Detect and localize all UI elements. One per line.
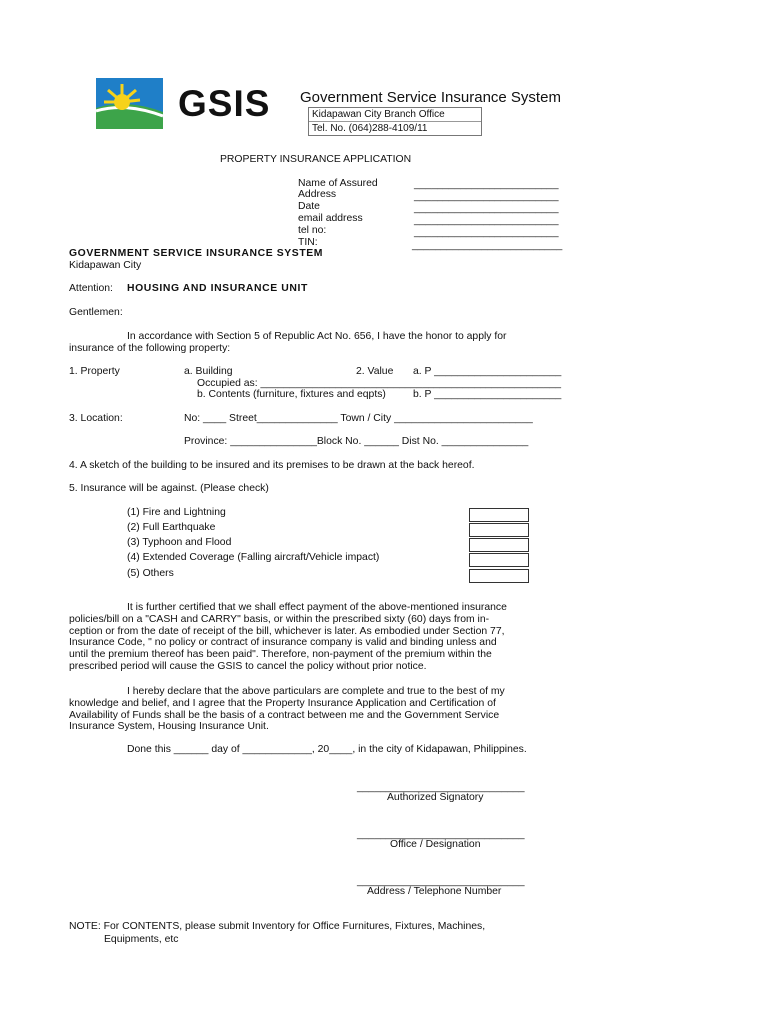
note-line: NOTE: For CONTENTS, please submit Inventory for Office Furnitures, Fixtures, Machines, xyxy=(69,921,486,932)
branch-info-box xyxy=(308,107,482,136)
item5-text: 5. Insurance will be against. (Please check) xyxy=(69,483,269,494)
property-contents: b. Contents (furniture, fixtures and eqpts) xyxy=(197,389,386,400)
salutation: Gentlemen: xyxy=(69,307,123,318)
gsis-logo xyxy=(96,78,163,129)
field-label: email address xyxy=(298,213,363,224)
coverage-checkbox[interactable] xyxy=(469,508,529,522)
coverage-option: (1) Fire and Lightning xyxy=(127,507,226,518)
paragraph-line: until the premium thereof has been paid". Therefore, non-payment of the premium within the xyxy=(69,649,492,661)
paragraph-line: Insurance Code, " no policy or contract of insurance company is valid and binding unless and xyxy=(69,637,497,649)
item4-text: 4. A sketch of the building to be insured and its premises to be drawn at the back hereof. xyxy=(69,460,475,471)
signature-line[interactable]: _____________________________ xyxy=(357,829,525,840)
field-label: Date xyxy=(298,201,320,212)
value-b-field[interactable]: b. P ______________________ xyxy=(413,389,562,400)
form-title: PROPERTY INSURANCE APPLICATION xyxy=(220,154,412,165)
done-line[interactable]: Done this ______ day of ____________, 20____, in the city of Kidapawan, Philippines. xyxy=(127,744,527,755)
signature-label: Office / Designation xyxy=(390,839,481,850)
field-label: Address xyxy=(298,189,337,200)
location-label: 3. Location: xyxy=(69,413,123,424)
signature-label: Authorized Signatory xyxy=(387,792,484,803)
branch-tel: Tel. No. (064)288-4109/11 xyxy=(312,123,428,134)
field-line[interactable]: _________________________ xyxy=(414,179,559,190)
note-line: Equipments, etc xyxy=(104,934,179,945)
addressee-city: Kidapawan City xyxy=(69,260,142,271)
field-line[interactable]: _________________________ xyxy=(414,215,559,226)
occupied-as-field[interactable]: Occupied as: ____________________________________________________ xyxy=(197,378,562,389)
payment-paragraph xyxy=(69,602,559,673)
field-line[interactable]: _________________________ xyxy=(414,191,559,202)
branch-office: Kidapawan City Branch Office xyxy=(309,108,481,122)
coverage-option: (3) Typhoon and Flood xyxy=(127,537,232,548)
paragraph-line: It is further certified that we shall effect payment of the above-mentioned insurance xyxy=(127,602,507,613)
intro-line: In accordance with Section 5 of Republic Act No. 656, I have the honor to apply for xyxy=(127,331,507,342)
coverage-checkbox[interactable] xyxy=(469,538,529,552)
signature-line[interactable]: _____________________________ xyxy=(357,876,525,887)
coverage-option: (5) Others xyxy=(127,568,174,579)
field-label: TIN: xyxy=(298,237,318,248)
attention-label: Attention: xyxy=(69,283,113,294)
property-building: a. Building xyxy=(184,366,233,377)
attention-value: HOUSING AND INSURANCE UNIT xyxy=(127,283,308,294)
paragraph-line: Insurance System, Housing Insurance Unit. xyxy=(69,721,269,733)
paragraph-line: policies/bill on a "CASH and CARRY" basis, or within the prescribed sixty (60) days from in- xyxy=(69,613,490,625)
paragraph-line: Availability of Funds shall be the basis of a contract between me and the Government Service xyxy=(69,709,500,721)
coverage-option: (2) Full Earthquake xyxy=(127,522,216,533)
coverage-checkbox[interactable] xyxy=(469,569,529,583)
paragraph-line: knowledge and belief, and I agree that the Property Insurance Application and Certification of xyxy=(69,697,496,709)
addressee-org: GOVERNMENT SERVICE INSURANCE SYSTEM xyxy=(69,248,324,259)
declaration-paragraph xyxy=(69,686,559,733)
coverage-checkbox[interactable] xyxy=(469,553,529,567)
paragraph-line: I hereby declare that the above particulars are complete and true to the best of my xyxy=(127,686,505,697)
paragraph-line: ception or from the date of receipt of the bill, whichever is later. As embodied under Section 77, xyxy=(69,625,505,637)
property-label: 1. Property xyxy=(69,366,120,377)
signature-label: Address / Telephone Number xyxy=(367,886,502,897)
location-line2[interactable]: Province: _______________Block No. ______ Dist No. _______________ xyxy=(184,436,529,447)
coverage-option: (4) Extended Coverage (Falling aircraft/Vehicle impact) xyxy=(127,552,380,563)
field-label: Name of Assured xyxy=(298,178,378,189)
org-name: Government Service Insurance System xyxy=(300,89,561,106)
field-line[interactable]: _________________________ xyxy=(414,227,559,238)
signature-line[interactable]: _____________________________ xyxy=(357,782,525,793)
location-line1[interactable]: No: ____ Street______________ Town / City ________________________ xyxy=(184,413,533,424)
field-line[interactable]: __________________________ xyxy=(412,240,563,251)
value-a-field[interactable]: a. P ______________________ xyxy=(413,366,562,377)
paragraph-line: prescribed period will cause the GSIS to cancel the policy without prior notice. xyxy=(69,660,427,672)
gsis-wordmark: GSIS xyxy=(178,83,271,124)
field-label: tel no: xyxy=(298,225,327,236)
intro-line: insurance of the following property: xyxy=(69,343,231,354)
field-line[interactable]: _________________________ xyxy=(414,203,559,214)
value-label: 2. Value xyxy=(356,366,394,377)
coverage-checkbox[interactable] xyxy=(469,523,529,537)
